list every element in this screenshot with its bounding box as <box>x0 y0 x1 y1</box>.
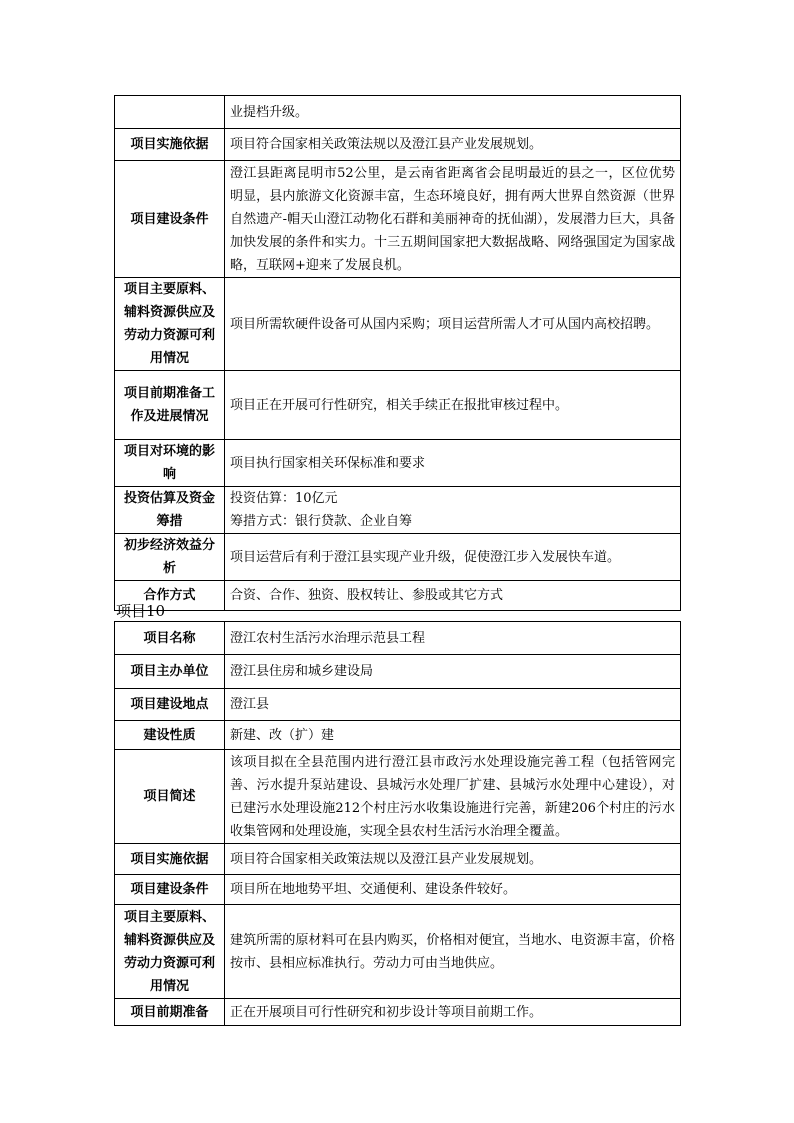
row-label: 项目主办单位 <box>115 655 225 689</box>
table-row <box>115 581 681 611</box>
row-value: 项目符合国家相关政策法规以及澄江县产业发展规划。 <box>225 844 681 875</box>
table-row <box>115 689 681 721</box>
row-value: 新建、改（扩）建 <box>225 721 681 750</box>
row-value: 澄江县 <box>225 689 681 721</box>
row-label: 项目前期准备工作及进展情况 <box>115 371 225 440</box>
row-label: 项目实施依据 <box>115 844 225 875</box>
table-row <box>115 905 681 999</box>
row-label: 项目建设条件 <box>115 161 225 278</box>
row-value: 澄江县距离昆明市52公里，是云南省距离省会昆明最近的县之一，区位优势明显，县内旅游文化资源丰富，生态环境良好，拥有两大世界自然资源（世界自然遗产-帽天山澄江动物化石群和美丽神奇的抚仙湖），发展潜力巨大，具备加快发展的条件和实力。十三五期间国家把大数据战略、网络强国定为国家战略，互联网+迎来了发展良机。 <box>225 161 681 278</box>
table-row <box>115 721 681 750</box>
row-label: 项目建设条件 <box>115 875 225 905</box>
row-value: 澄江农村生活污水治理示范县工程 <box>225 622 681 655</box>
table-row <box>115 999 681 1026</box>
row-label: 项目简述 <box>115 750 225 844</box>
row-value: 项目所在地地势平坦、交通便利、建设条件较好。 <box>225 875 681 905</box>
table-row <box>115 440 681 487</box>
row-label: 项目对环境的影响 <box>115 440 225 487</box>
row-label: 项目主要原料、辅料资源供应及劳动力资源可利用情况 <box>115 905 225 999</box>
row-label: 项目建设地点 <box>115 689 225 721</box>
table-row <box>115 161 681 278</box>
row-value: 合资、合作、独资、股权转让、参股或其它方式 <box>225 581 681 611</box>
section-caption: 项目10 <box>116 602 166 620</box>
table-row <box>115 96 681 129</box>
table-row <box>115 129 681 161</box>
table-row <box>115 534 681 581</box>
table-row <box>115 655 681 689</box>
row-value-multiline <box>225 487 681 534</box>
row-label: 项目前期准备 <box>115 999 225 1026</box>
row-value: 项目运营后有利于澄江县实现产业升级，促使澄江步入发展快车道。 <box>225 534 681 581</box>
table-row <box>115 371 681 440</box>
table-row <box>115 278 681 371</box>
row-label: 建设性质 <box>115 721 225 750</box>
row-value: 项目正在开展可行性研究，相关手续正在报批审核过程中。 <box>225 371 681 440</box>
project-table <box>114 621 681 1026</box>
row-value: 建筑所需的原材料可在县内购买，价格相对便宜，当地水、电资源丰富，价格按市、县相应标准执行。劳动力可由当地供应。 <box>225 905 681 999</box>
row-value: 项目符合国家相关政策法规以及澄江县产业发展规划。 <box>225 129 681 161</box>
row-label: 项目主要原料、辅料资源供应及劳动力资源可利用情况 <box>115 278 225 371</box>
row-value: 业提档升级。 <box>225 96 681 129</box>
financing-method: 筹措方式：银行贷款、企业自筹 <box>230 514 413 529</box>
row-value: 该项目拟在全县范围内进行澄江县市政污水处理设施完善工程（包括管网完善、污水提升泵站建设、县城污水处理厂扩建、县城污水处理中心建设），对已建污水处理设施212个村庄污水收集设施进行完善，新建206个村庄的污水收集管网和处理设施，实现全县农村生活污水治理全覆盖。 <box>225 750 681 844</box>
row-value: 正在开展项目可行性研究和初步设计等项目前期工作。 <box>225 999 681 1026</box>
project-table-continued <box>114 95 681 611</box>
row-label: 项目名称 <box>115 622 225 655</box>
table-row <box>115 750 681 844</box>
row-label: 项目实施依据 <box>115 129 225 161</box>
row-value: 澄江县住房和城乡建设局 <box>225 655 681 689</box>
row-label-empty <box>115 96 225 129</box>
row-value: 项目所需软硬件设备可从国内采购；项目运营所需人才可从国内高校招聘。 <box>225 278 681 371</box>
row-label: 投资估算及资金筹措 <box>115 487 225 534</box>
investment-estimate: 投资估算：10亿元 <box>230 491 338 506</box>
row-label: 初步经济效益分析 <box>115 534 225 581</box>
table-row <box>115 487 681 534</box>
row-label: 合作方式 <box>115 581 225 611</box>
table-row <box>115 875 681 905</box>
table-row <box>115 622 681 655</box>
row-value: 项目执行国家相关环保标准和要求 <box>225 440 681 487</box>
table-row <box>115 844 681 875</box>
